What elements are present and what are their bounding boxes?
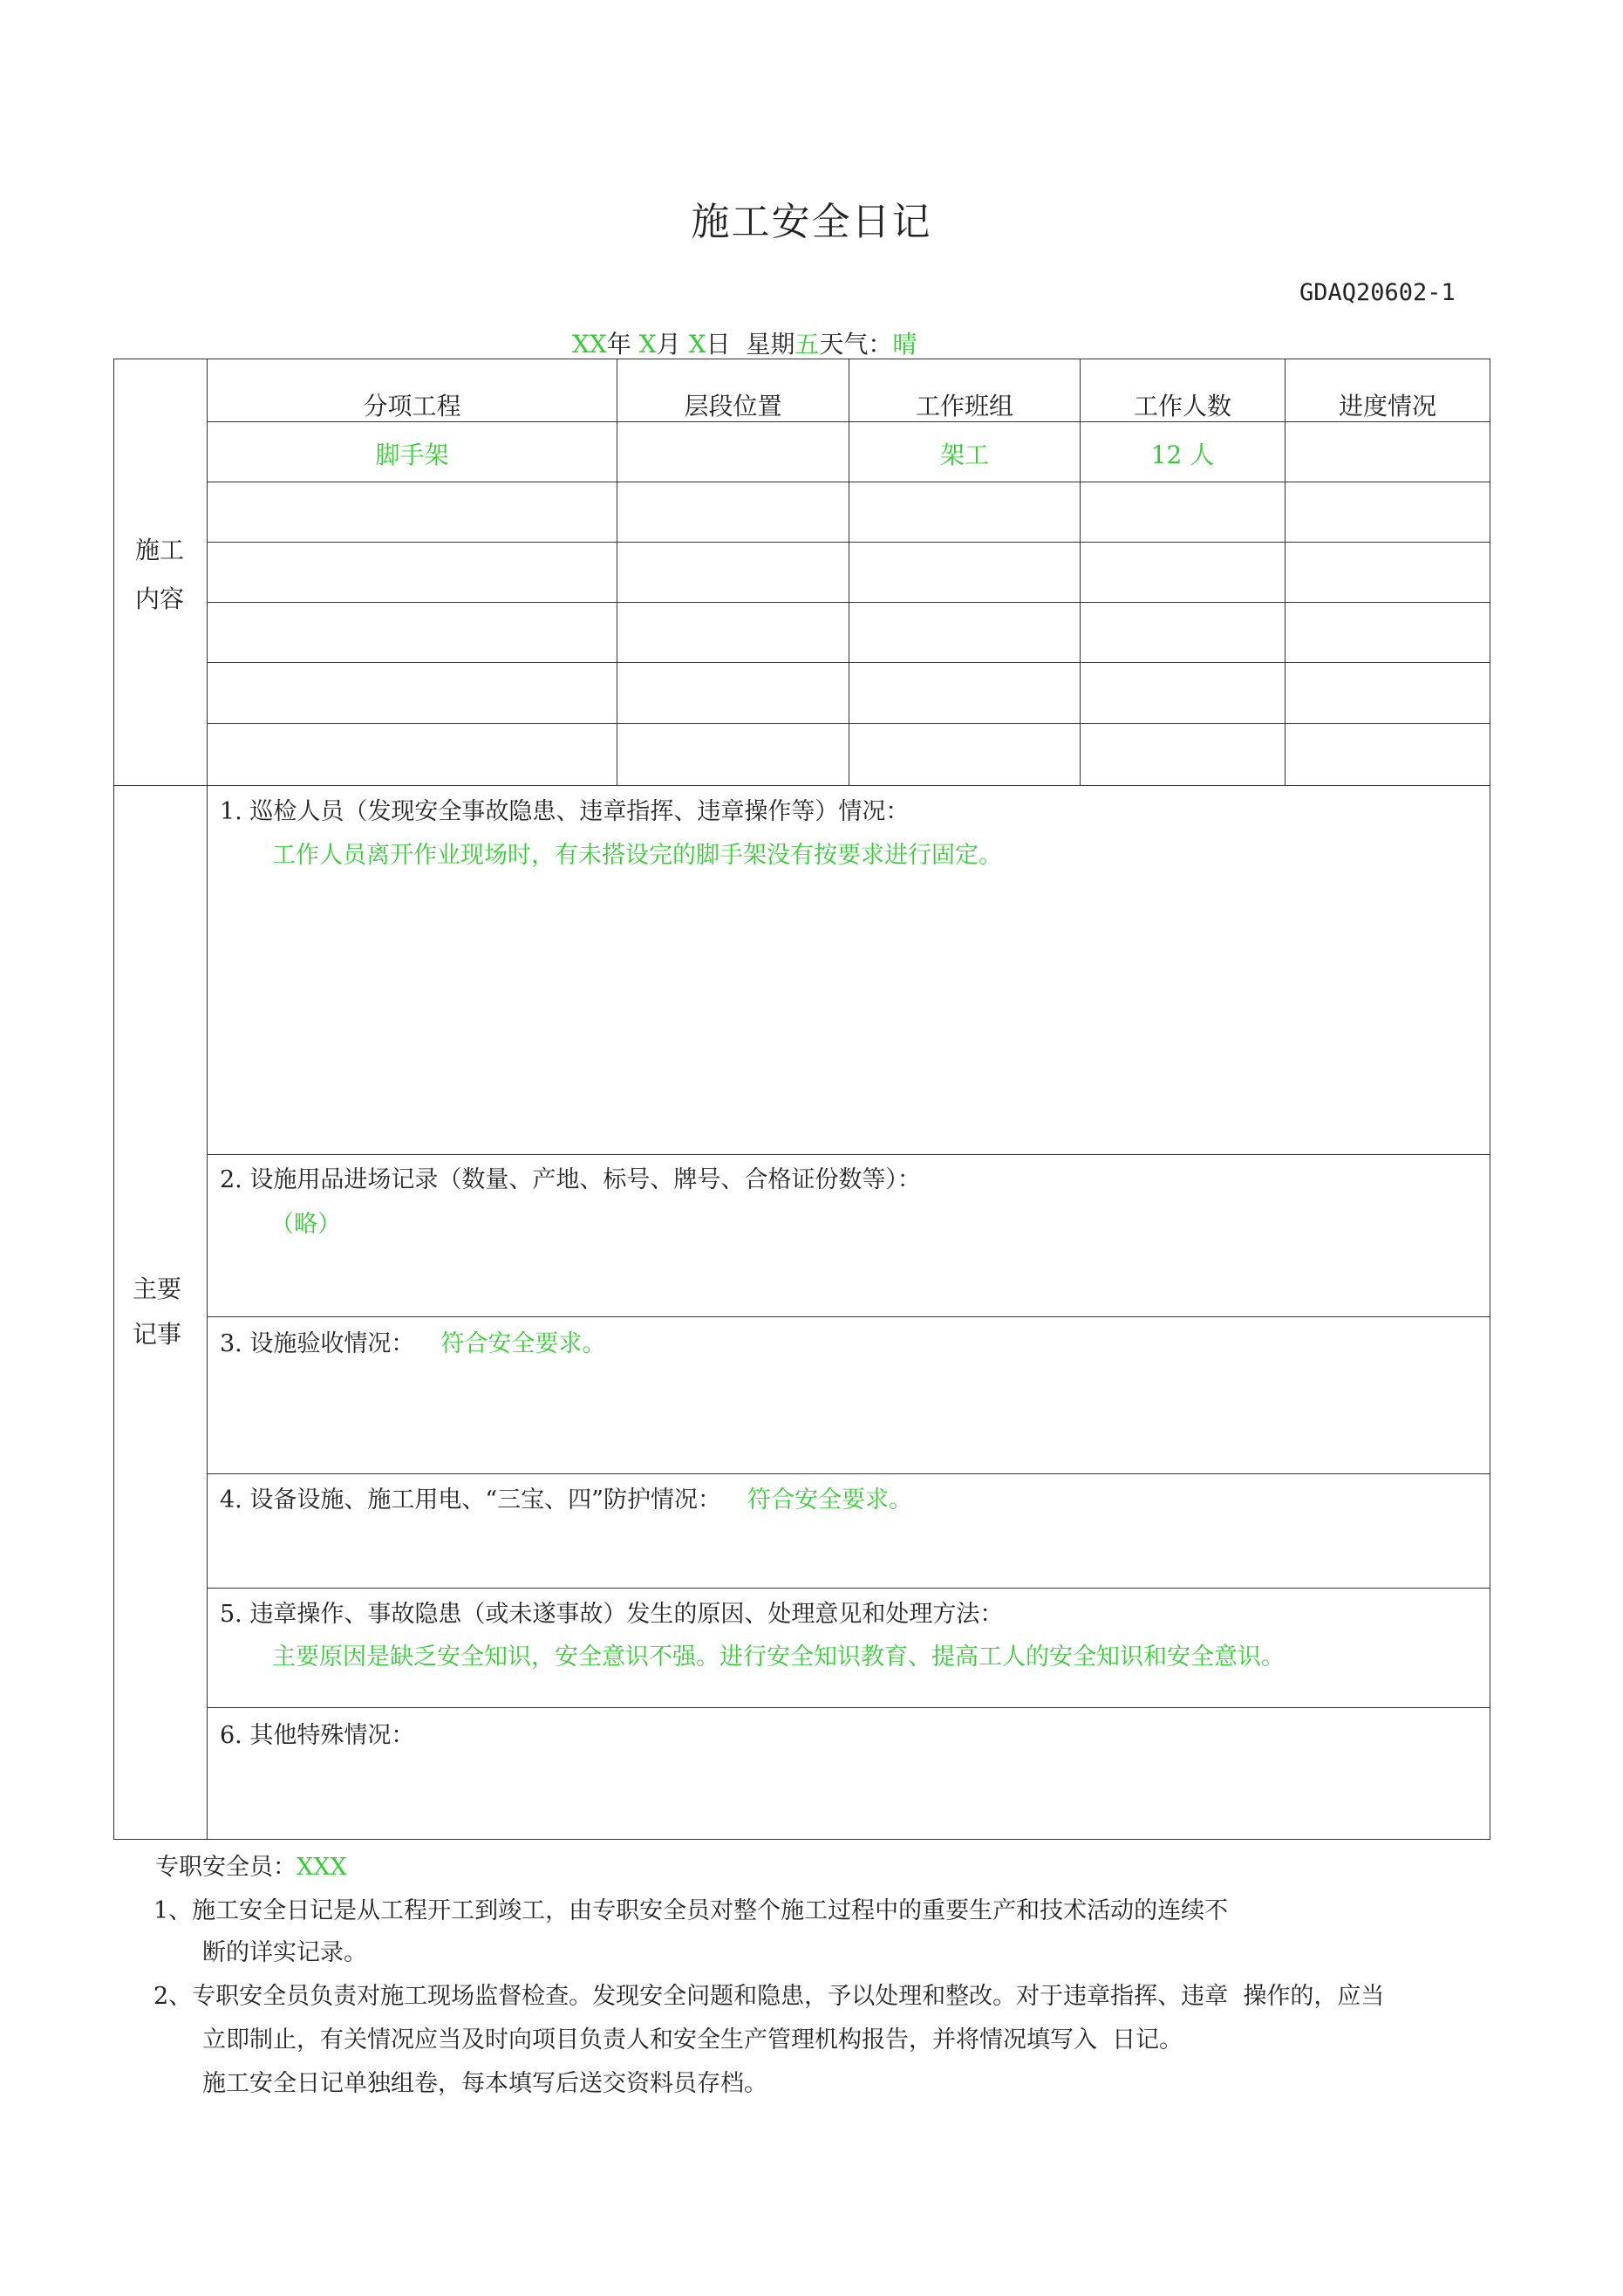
record-6-label: 6. 其他特殊情况： [220, 1722, 415, 1749]
date-year: XX [572, 330, 607, 359]
safety-officer-name: XXX [297, 1854, 347, 1881]
col-line [1080, 359, 1081, 785]
records-section-label [113, 1267, 201, 1357]
date-weekday: 五 [794, 330, 820, 359]
date-day: X [688, 330, 706, 359]
form-code: GDAQ20602-1 [1299, 279, 1456, 306]
section-divider [113, 785, 1490, 786]
table-border-bottom [113, 1839, 1490, 1840]
records-label-line1: 主要 [132, 1274, 181, 1303]
record-divider [207, 1473, 1490, 1474]
note-2-line-1: 2、专职安全员负责对施工现场监督检查。发现安全问题和隐患，予以处理和整改。对于违章指挥、违章 操作的，应当 [153, 1983, 1385, 2010]
note-2-line-2: 立即制止，有关情况应当及时向项目负责人和安全生产管理机构报告，并将情况填写入 日记。 [202, 2026, 1183, 2053]
date-month-label: 月 [656, 330, 681, 359]
col-header-item: 分项工程 [363, 392, 461, 420]
date-month: X [638, 330, 657, 359]
record-5-label: 5. 违章操作、事故隐患（或未遂事故）发生的原因、处理意见和处理方法： [220, 1601, 1004, 1628]
record-5-value: 主要原因是缺乏安全知识，安全意识不强。进行安全知识教育、提高工人的安全知识和安全意识。 [272, 1643, 1285, 1671]
record-divider [207, 1588, 1490, 1589]
col-header-team: 工作班组 [915, 392, 1013, 420]
date-weather-line [572, 325, 917, 360]
col-header-location: 层段位置 [684, 392, 782, 420]
record-divider [207, 1707, 1490, 1708]
safety-officer-label: 专职安全员： [155, 1854, 297, 1881]
weather-value: 晴 [892, 330, 917, 359]
record-4-value: 符合安全要求。 [747, 1486, 912, 1514]
construction-label-line2: 内容 [134, 584, 184, 613]
records-label-line2: 记事 [132, 1320, 181, 1349]
record-2-label: 2. 设施用品进场记录（数量、产地、标号、牌号、合格证份数等）： [220, 1166, 921, 1193]
note-1-line-1: 1、施工安全日记是从工程开工到竣工，由专职安全员对整个施工过程中的重要生产和技术活动的连续不 [153, 1897, 1229, 1924]
record-3-value: 符合安全要求。 [440, 1330, 606, 1357]
cell-team: 架工 [939, 441, 989, 469]
record-divider [207, 1316, 1490, 1317]
record-1-label: 1. 巡检人员（发现安全事故隐患、违章指挥、违章操作等）情况： [220, 798, 910, 825]
record-1-value: 工作人员离开作业现场时，有未搭设完的脚手架没有按要求进行固定。 [272, 842, 1002, 869]
date-day-label: 日 星期 [706, 330, 795, 359]
construction-label-line1: 施工 [134, 536, 184, 564]
weather-label: 天气： [819, 330, 893, 359]
table-border-left [113, 359, 114, 1840]
record-4-row [220, 1480, 912, 1514]
page-title: 施工安全日记 [691, 200, 932, 244]
cell-item: 脚手架 [375, 441, 449, 469]
note-3: 施工安全日记单独组卷，每本填写后送交资料员存档。 [202, 2070, 767, 2097]
record-3-row [220, 1324, 605, 1358]
safety-officer [155, 1848, 347, 1882]
label-column-divider [207, 359, 208, 1840]
col-header-workers: 工作人数 [1133, 392, 1231, 420]
record-divider [207, 1154, 1490, 1155]
date-year-label: 年 [606, 330, 631, 359]
col-header-progress: 进度情况 [1338, 392, 1436, 420]
note-1-line-2: 断的详实记录。 [202, 1939, 367, 1966]
record-3-label: 3. 设施验收情况： [220, 1330, 415, 1357]
cell-workers: 12 人 [1150, 441, 1215, 469]
record-4-label: 4. 设备设施、施工用电、“三宝、四”防护情况： [220, 1486, 721, 1514]
record-2-value: （略） [270, 1211, 341, 1238]
construction-section-label [116, 526, 203, 624]
